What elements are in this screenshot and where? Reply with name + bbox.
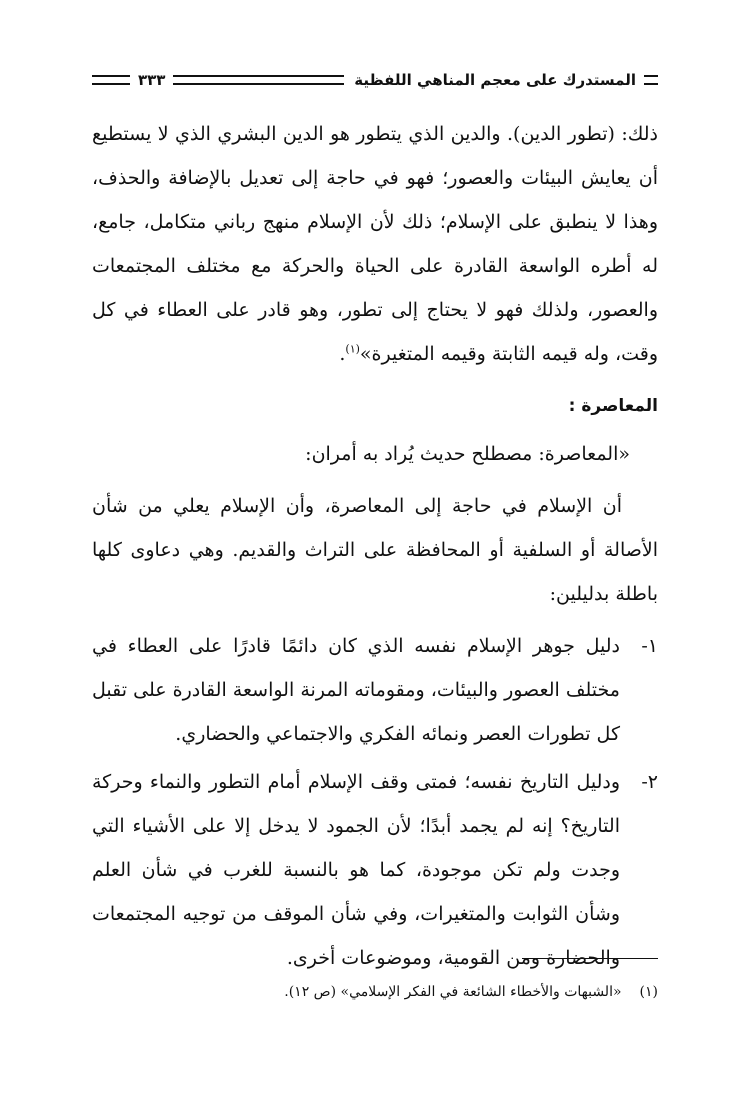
list-item <box>92 760 658 980</box>
header-rule-end <box>92 75 130 85</box>
list-item <box>92 624 658 756</box>
paragraph: أن الإسلام في حاجة إلى المعاصرة، وأن الإسلام يعلي من شأن الأصالة أو السلفية أو المحافظة على التراث والقديم. وهي دعاوى كلها باطلة بدليلين: <box>92 495 658 605</box>
footnote-reference[interactable]: (١) <box>345 342 360 356</box>
section-heading: المعاصرة : <box>568 396 658 416</box>
numbered-list <box>92 624 658 980</box>
quote-intro-paragraph: «المعاصرة: مصطلح حديث يُراد به أمران: <box>305 443 630 465</box>
header-rule-middle <box>173 75 344 85</box>
footnote-text: «الشبهات والأخطاء الشائعة في الفكر الإسلامي» (ص ١٢). <box>284 984 622 1000</box>
main-text <box>92 112 658 984</box>
header-title: المستدرك على معجم المناهي اللفظية <box>354 71 636 89</box>
footnote <box>92 980 658 1004</box>
list-item-text: ودليل التاريخ نفسه؛ فمتى وقف الإسلام أمام التطور والنماء وحركة التاريخ؟ إنه لم يجمد أبدًا؛ لأن الجمود لا يدخل إلا على الأشياء التي وجدت ولم تكن موجودة، كما هو بالنسبة للغرب في شأن العلم وشأن الثوابت والمتغيرات، وفي شأن الموقف من توجيه المجتمعات والحضارة ومن القومية، وموضوعات أخرى. <box>92 771 620 969</box>
footnote-separator <box>522 958 658 959</box>
running-header <box>92 68 658 92</box>
list-item-text: دليل جوهر الإسلام نفسه الذي كان دائمًا قادرًا على العطاء في مختلف العصور والبيئات، ومقوماته المرنة الواسعة القادرة على تقبل كل تطورات العصر ونمائه الفكري والاجتماعي والحضاري. <box>92 635 620 745</box>
header-rule-start <box>644 75 658 85</box>
list-item-number: ٢- <box>641 771 658 793</box>
paragraph-end-punct: . <box>339 343 346 365</box>
page-number: ٣٣٣ <box>138 71 166 89</box>
paragraph-continued <box>92 112 658 376</box>
footnote-number: (١) <box>639 984 658 1000</box>
paragraph-text: ذلك: (تطور الدين). والدين الذي يتطور هو الدين البشري الذي لا يستطيع أن يعايش البيئات والعصور؛ فهو في حاجة إلى تعديل بالإضافة والحذف، وهذا لا ينطبق على الإسلام؛ ذلك لأن الإسلام منهج رباني متكامل، جامع، له أطره الواسعة القادرة على الحياة والحركة مع مختلف المجتمعات والعصور، ولذلك فهو لا يحتاج إلى تطور، وهو قادر على العطاء في كل وقت، وله قيمه الثابتة وقيمه المتغيرة» <box>92 123 658 365</box>
list-item-number: ١- <box>641 635 658 657</box>
